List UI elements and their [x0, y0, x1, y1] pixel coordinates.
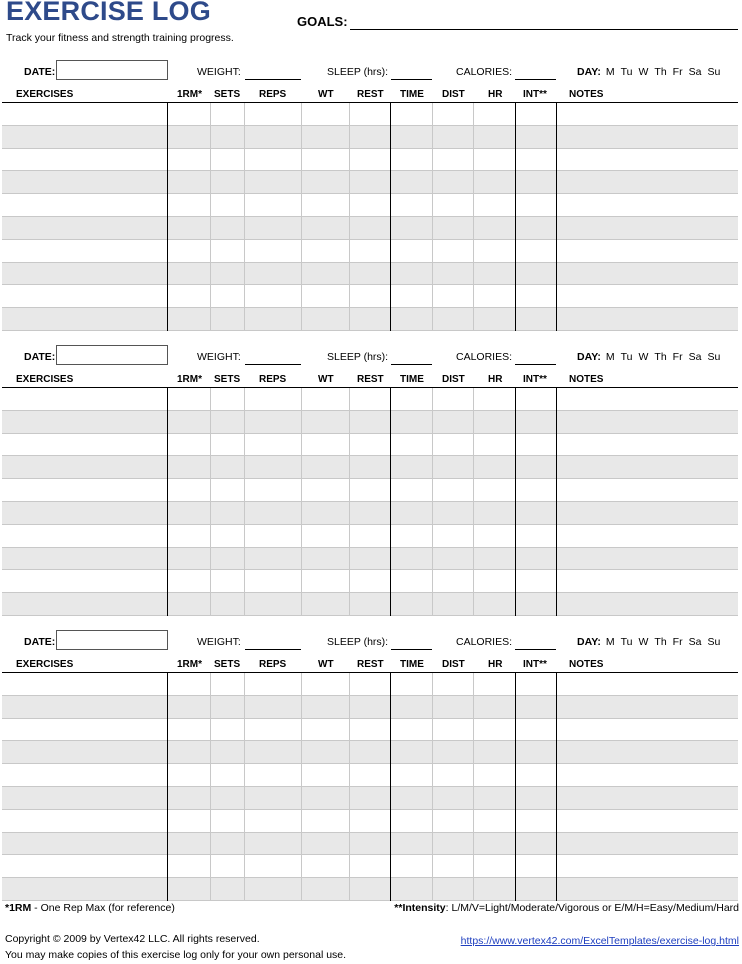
column-header-row	[0, 658, 742, 672]
day-selector	[577, 636, 724, 648]
intensity-footnote	[394, 902, 739, 914]
column-divider	[210, 673, 211, 901]
day-option-thu[interactable]: Th	[654, 66, 667, 78]
goals-input-line[interactable]	[350, 29, 738, 30]
table-row[interactable]	[2, 411, 738, 434]
column-header-exercises: EXERCISES	[16, 374, 74, 385]
table-row[interactable]	[2, 696, 738, 719]
calories-input-line[interactable]	[515, 364, 556, 365]
day-option-sat[interactable]: Sa	[688, 351, 702, 363]
column-header-notes: NOTES	[569, 89, 604, 100]
day-option-thu[interactable]: Th	[654, 636, 667, 648]
calories-label: CALORIES:	[456, 66, 513, 78]
column-divider	[167, 103, 168, 331]
table-row[interactable]	[2, 548, 738, 571]
column-divider	[244, 388, 245, 616]
day-option-sun[interactable]: Su	[707, 66, 721, 78]
date-label: DATE:	[24, 66, 56, 78]
date-input[interactable]	[56, 60, 168, 80]
table-row[interactable]	[2, 126, 738, 149]
table-row[interactable]	[2, 741, 738, 764]
column-header-notes: NOTES	[569, 659, 604, 670]
day-label: DAY:	[577, 636, 601, 648]
day-option-wed[interactable]: W	[638, 66, 649, 78]
table-row[interactable]	[2, 810, 738, 833]
day-option-mon[interactable]: M	[605, 66, 615, 78]
rm-footnote-key: *1RM	[5, 902, 32, 914]
day-option-sun[interactable]: Su	[707, 636, 721, 648]
goals-label: GOALS:	[297, 14, 348, 29]
column-header-wt: WT	[318, 89, 334, 100]
day-option-wed[interactable]: W	[638, 351, 649, 363]
column-header-rest: REST	[357, 374, 384, 385]
column-divider	[390, 388, 391, 616]
table-row[interactable]	[2, 502, 738, 525]
day-option-tue[interactable]: Tu	[620, 351, 633, 363]
column-header-time: TIME	[400, 659, 424, 670]
day-label: DAY:	[577, 351, 601, 363]
column-divider	[349, 673, 350, 901]
sleep-input-line[interactable]	[391, 79, 432, 80]
column-header-int: INT**	[523, 659, 547, 670]
table-row[interactable]	[2, 593, 738, 616]
column-header-exercises: EXERCISES	[16, 659, 74, 670]
day-option-sat[interactable]: Sa	[688, 66, 702, 78]
page-title: EXERCISE LOG	[6, 0, 211, 26]
column-divider	[301, 103, 302, 331]
column-divider	[515, 388, 516, 616]
sleep-label: SLEEP (hrs):	[327, 66, 389, 78]
table-row[interactable]	[2, 456, 738, 479]
table-row[interactable]	[2, 673, 738, 696]
column-divider	[473, 103, 474, 331]
column-header-sets: SETS	[214, 89, 241, 100]
table-row[interactable]	[2, 194, 738, 217]
day-option-sat[interactable]: Sa	[688, 636, 702, 648]
page-subtitle: Track your fitness and strength training progress.	[6, 32, 234, 44]
sleep-label: SLEEP (hrs):	[327, 636, 389, 648]
table-row[interactable]	[2, 878, 738, 901]
column-divider	[349, 388, 350, 616]
session-info-bar	[0, 343, 742, 371]
exercise-grid	[2, 102, 738, 331]
day-option-thu[interactable]: Th	[654, 351, 667, 363]
column-header-dist: DIST	[442, 374, 465, 385]
column-divider	[432, 388, 433, 616]
day-option-mon[interactable]: M	[605, 636, 615, 648]
day-option-fri[interactable]: Fr	[672, 351, 683, 363]
column-divider	[556, 673, 557, 901]
day-option-fri[interactable]: Fr	[672, 636, 683, 648]
table-row[interactable]	[2, 434, 738, 457]
weight-label: WEIGHT:	[197, 636, 241, 648]
column-header-1rm: 1RM*	[177, 659, 203, 670]
table-row[interactable]	[2, 833, 738, 856]
sleep-input-line[interactable]	[391, 364, 432, 365]
calories-label: CALORIES:	[456, 351, 513, 363]
day-option-fri[interactable]: Fr	[672, 66, 683, 78]
weight-input-line[interactable]	[245, 79, 301, 80]
column-header-row	[0, 88, 742, 102]
session-info-bar	[0, 628, 742, 656]
column-divider	[167, 673, 168, 901]
column-divider	[515, 673, 516, 901]
calories-input-line[interactable]	[515, 649, 556, 650]
column-header-hr: HR	[488, 89, 503, 100]
table-row[interactable]	[2, 479, 738, 502]
column-header-hr: HR	[488, 659, 503, 670]
column-header-1rm: 1RM*	[177, 374, 203, 385]
column-divider	[432, 673, 433, 901]
sleep-label: SLEEP (hrs):	[327, 351, 389, 363]
column-header-sets: SETS	[214, 374, 241, 385]
column-divider	[244, 673, 245, 901]
session-info-bar	[0, 58, 742, 86]
date-label: DATE:	[24, 351, 56, 363]
day-option-mon[interactable]: M	[605, 351, 615, 363]
date-input[interactable]	[56, 345, 168, 365]
column-divider	[390, 103, 391, 331]
calories-input-line[interactable]	[515, 79, 556, 80]
column-header-hr: HR	[488, 374, 503, 385]
column-header-wt: WT	[318, 374, 334, 385]
table-row[interactable]	[2, 388, 738, 411]
day-option-wed[interactable]: W	[638, 636, 649, 648]
column-divider	[556, 388, 557, 616]
table-row[interactable]	[2, 149, 738, 172]
column-header-int: INT**	[523, 89, 547, 100]
sleep-input-line[interactable]	[391, 649, 432, 650]
day-selector	[577, 66, 724, 78]
column-header-dist: DIST	[442, 89, 465, 100]
column-divider	[349, 103, 350, 331]
rm-footnote	[5, 902, 175, 914]
column-header-wt: WT	[318, 659, 334, 670]
column-header-time: TIME	[400, 374, 424, 385]
weight-label: WEIGHT:	[197, 351, 241, 363]
column-divider	[301, 388, 302, 616]
column-header-rest: REST	[357, 89, 384, 100]
column-header-time: TIME	[400, 89, 424, 100]
table-row[interactable]	[2, 240, 738, 263]
calories-label: CALORIES:	[456, 636, 513, 648]
column-header-reps: REPS	[259, 659, 287, 670]
table-row[interactable]	[2, 719, 738, 742]
column-divider	[556, 103, 557, 331]
weight-label: WEIGHT:	[197, 66, 241, 78]
column-divider	[301, 673, 302, 901]
copyright-text: Copyright © 2009 by Vertex42 LLC. All rights reserved.	[5, 933, 260, 945]
column-divider	[515, 103, 516, 331]
day-option-tue[interactable]: Tu	[620, 66, 633, 78]
column-header-reps: REPS	[259, 89, 287, 100]
column-header-rest: REST	[357, 659, 384, 670]
table-row[interactable]	[2, 570, 738, 593]
table-row[interactable]	[2, 308, 738, 331]
intensity-footnote-text: : L/M/V=Light/Moderate/Vigorous or E/M/H=Easy/Medium/Hard	[445, 902, 739, 914]
day-option-tue[interactable]: Tu	[620, 636, 633, 648]
day-label: DAY:	[577, 66, 601, 78]
column-divider	[390, 673, 391, 901]
usage-text: You may make copies of this exercise log only for your own personal use.	[5, 949, 347, 961]
table-row[interactable]	[2, 855, 738, 878]
day-selector	[577, 351, 724, 363]
weight-input-line[interactable]	[245, 364, 301, 365]
table-row[interactable]	[2, 103, 738, 126]
weight-input-line[interactable]	[245, 649, 301, 650]
column-divider	[167, 388, 168, 616]
column-header-sets: SETS	[214, 659, 241, 670]
column-header-dist: DIST	[442, 659, 465, 670]
template-link[interactable]: https://www.vertex42.com/ExcelTemplates/exercise-log.html	[460, 935, 739, 947]
column-divider	[210, 103, 211, 331]
column-header-int: INT**	[523, 374, 547, 385]
exercise-grid	[2, 672, 738, 901]
table-row[interactable]	[2, 764, 738, 787]
table-row[interactable]	[2, 171, 738, 194]
table-row[interactable]	[2, 525, 738, 548]
date-input[interactable]	[56, 630, 168, 650]
exercise-grid	[2, 387, 738, 616]
rm-footnote-text: - One Rep Max (for reference)	[31, 902, 175, 914]
intensity-footnote-key: **Intensity	[394, 902, 446, 914]
column-header-row	[0, 373, 742, 387]
table-row[interactable]	[2, 263, 738, 286]
day-option-sun[interactable]: Su	[707, 351, 721, 363]
column-header-1rm: 1RM*	[177, 89, 203, 100]
column-divider	[473, 388, 474, 616]
column-divider	[244, 103, 245, 331]
column-divider	[432, 103, 433, 331]
column-header-notes: NOTES	[569, 374, 604, 385]
table-row[interactable]	[2, 285, 738, 308]
column-divider	[210, 388, 211, 616]
column-divider	[473, 673, 474, 901]
date-label: DATE:	[24, 636, 56, 648]
column-header-exercises: EXERCISES	[16, 89, 74, 100]
table-row[interactable]	[2, 787, 738, 810]
column-header-reps: REPS	[259, 374, 287, 385]
table-row[interactable]	[2, 217, 738, 240]
